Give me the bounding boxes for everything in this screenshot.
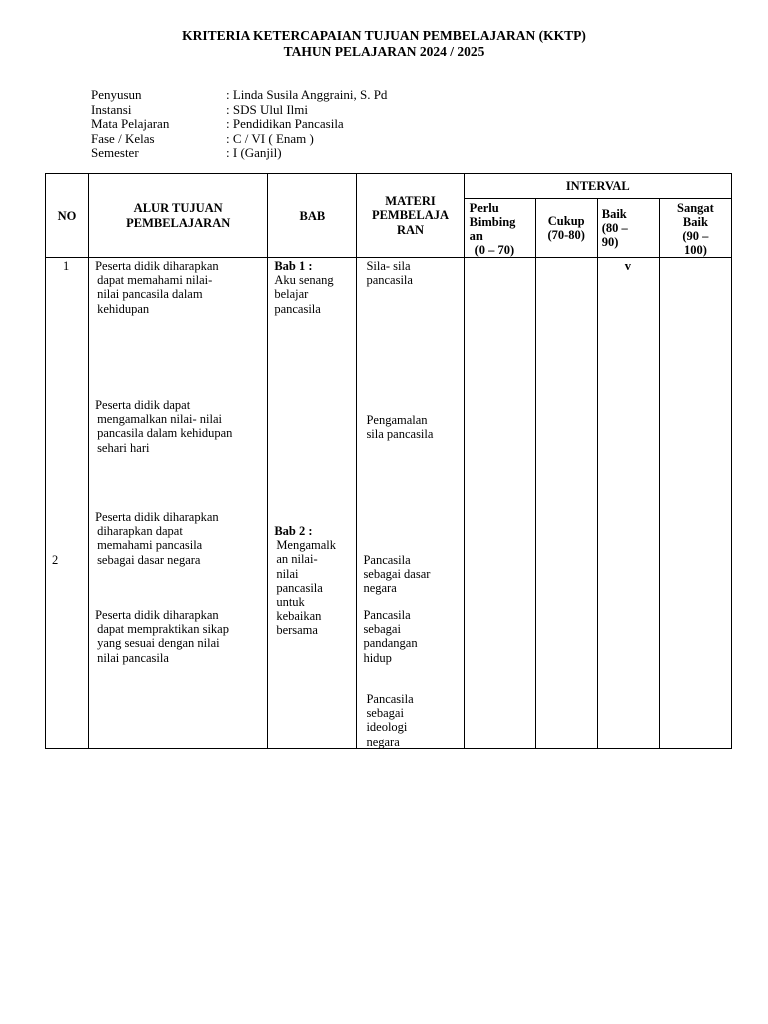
no-cell xyxy=(46,258,89,749)
identity-row-mapel xyxy=(91,117,387,132)
document-subtitle: TAHUN PELAJARAN 2024 / 2025 xyxy=(283,44,485,59)
header-no: NO xyxy=(46,174,89,258)
identity-label: Semester xyxy=(91,145,139,160)
header-alur-tujuan: ALUR TUJUAN PEMBELAJARAN xyxy=(89,174,268,258)
identity-value: : Linda Susila Anggraini, S. Pd xyxy=(226,87,388,102)
bab-cell xyxy=(268,258,357,749)
identity-block xyxy=(91,88,387,161)
baik-checkmark: v xyxy=(624,259,631,273)
header-baik: Baik (80 – 90) xyxy=(597,199,659,258)
identity-row-penyusun xyxy=(91,88,387,103)
tujuan-cell xyxy=(89,258,268,749)
identity-label: Fase / Kelas xyxy=(91,130,155,146)
header-interval: INTERVAL xyxy=(464,174,731,199)
materi-item: Pancasila sebagai ideologi negara xyxy=(366,692,414,749)
materi-item: Pancasila sebagai dasar negara xyxy=(363,553,431,596)
identity-value: : C / VI ( Enam ) xyxy=(226,130,314,146)
materi-cell xyxy=(357,258,464,749)
header-perlu-bimbingan: Perlu Bimbing an (0 – 70) xyxy=(464,199,535,258)
identity-label: Instansi xyxy=(91,101,132,117)
cukup-cell xyxy=(535,258,597,749)
tujuan-item: Peserta didik diharapkan dapat memahami nilai- nilai pancasila dalam kehidupan xyxy=(95,259,219,316)
materi-item: Sila- sila pancasila xyxy=(366,259,413,288)
row-number: 2 xyxy=(52,553,59,567)
perlu-bimbingan-cell xyxy=(464,258,535,749)
bab-item: Bab 2 : Mengamalk an nilai- nilai pancasila untuk kebaikan bersama xyxy=(274,524,337,638)
identity-value: : I (Ganjil) xyxy=(226,145,282,160)
identity-value: : Pendidikan Pancasila xyxy=(226,116,344,131)
identity-value: : SDS Ulul Ilmi xyxy=(226,101,308,117)
identity-row-instansi xyxy=(91,103,387,118)
header-materi: MATERI PEMBELAJA RAN xyxy=(357,174,464,258)
tujuan-item: Peserta didik diharapkan diharapkan dapat memahami pancasila sebagai dasar negara xyxy=(95,510,219,567)
identity-label: Mata Pelajaran xyxy=(91,116,170,131)
header-bab: BAB xyxy=(268,174,357,258)
tujuan-item: Peserta didik diharapkan dapat mempraktikan sikap yang sesuai dengan nilai nilai pancasila xyxy=(95,608,229,665)
materi-item: Pengamalan sila pancasila xyxy=(366,413,434,442)
bab-item: Bab 1 : Aku senang belajar pancasila xyxy=(274,259,334,316)
identity-row-fase xyxy=(91,132,387,147)
identity-row-semester xyxy=(91,146,387,161)
materi-item: Pancasila sebagai pandangan hidup xyxy=(363,608,418,665)
identity-label: Penyusun xyxy=(91,87,142,102)
row-number: 1 xyxy=(63,259,70,273)
header-cukup: Cukup (70-80) xyxy=(535,199,597,258)
tujuan-item: Peserta didik dapat mengamalkan nilai- nilai pancasila dalam kehidupan sehari hari xyxy=(95,398,233,455)
document-title: KRITERIA KETERCAPAIAN TUJUAN PEMBELAJARAN (KKTP) xyxy=(182,28,586,43)
sangat-baik-cell xyxy=(659,258,731,749)
baik-cell xyxy=(597,258,659,749)
header-sangat-baik: Sangat Baik (90 – 100) xyxy=(659,199,731,258)
kktp-table xyxy=(45,173,732,749)
